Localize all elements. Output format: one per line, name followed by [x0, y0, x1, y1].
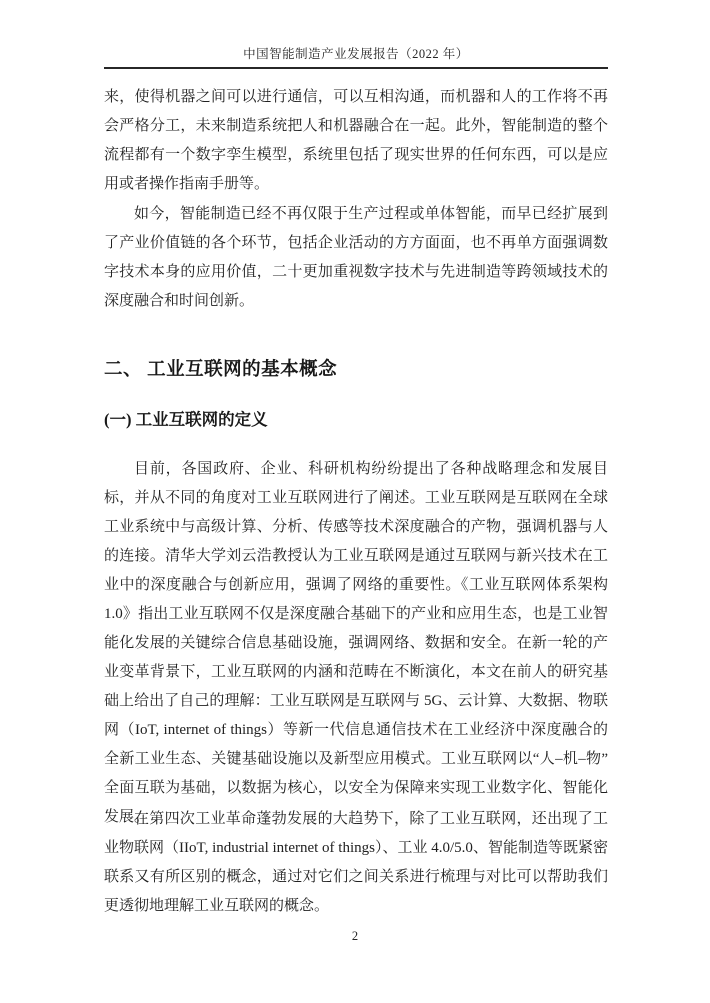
paragraph-continuation: 来，使得机器之间可以进行通信，可以互相沟通，而机器和人的工作将不再会严格分工，未来制造系统把人和机器融合在一起。此外，智能制造的整个流程都有一个数字孪生模型，系统里包括了现实世界的任何东西，可以是应用或者操作指南手册等。 — [104, 89, 608, 192]
section-heading: 二、 工业互联网的基本概念 — [104, 360, 338, 380]
page-header — [104, 44, 608, 69]
subsection-heading: (一) 工业互联网的定义 — [104, 410, 268, 429]
paragraph-fourth-industrial-revolution: 在第四次工业革命蓬勃发展的大趋势下，除了工业互联网，还出现了工业物联网（IIoT, industrial internet of things）、工业 4.0/5.0、智能制造等既紧密联系又有所区别的概念，通过对它们之间关系进行梳理与对比可以帮助我们更透彻地理解工业互联网的概念。 — [104, 811, 608, 914]
paragraph-smart-manufacturing-scope: 如今，智能制造已经不再仅限于生产过程或单体智能，而早已经扩展到了产业价值链的各个环节，包括企业活动的方方面面，也不再单方面强调数字技术本身的应用价值，二十更加重视数字技术与先进制造等跨领域技术的深度融合和时间创新。 — [104, 206, 608, 309]
page-footer — [0, 929, 710, 944]
page-number: 2 — [351, 929, 359, 943]
paragraph-iiot-definition: 目前，各国政府、企业、科研机构纷纷提出了各种战略理念和发展目标，并从不同的角度对工业互联网进行了阐述。工业互联网是互联网在全球工业系统中与高级计算、分析、传感等技术深度融合的产物，强调机器与人的连接。清华大学刘云浩教授认为工业互联网是通过互联网与新兴技术在工业中的深度融合与创新应用，强调了网络的重要性。《工业互联网体系架构 1.0》指出工业互联网不仅是深度融合基础下的产业和应用生态，也是工业智能化发展的关键综合信息基础设施，强调网络、数据和安全。在新一轮的产业变革背景下，工业互联网的内涵和范畴在不断演化，本文在前人的研究基础上给出了自己的理解：工业互联网是互联网与 5G、云计算、大数据、物联网（IoT, internet of things）等新一代信息通信技术在工业经济中深度融合的全新工业生态、关键基础设施以及新型应用模式。工业互联网以“人–机–物”全面互联为基础，以数据为核心，以安全为保障来实现工业数字化、智能化发展。 — [104, 461, 608, 825]
header-title: 中国智能制造产业发展报告（2022 年） — [243, 47, 469, 61]
